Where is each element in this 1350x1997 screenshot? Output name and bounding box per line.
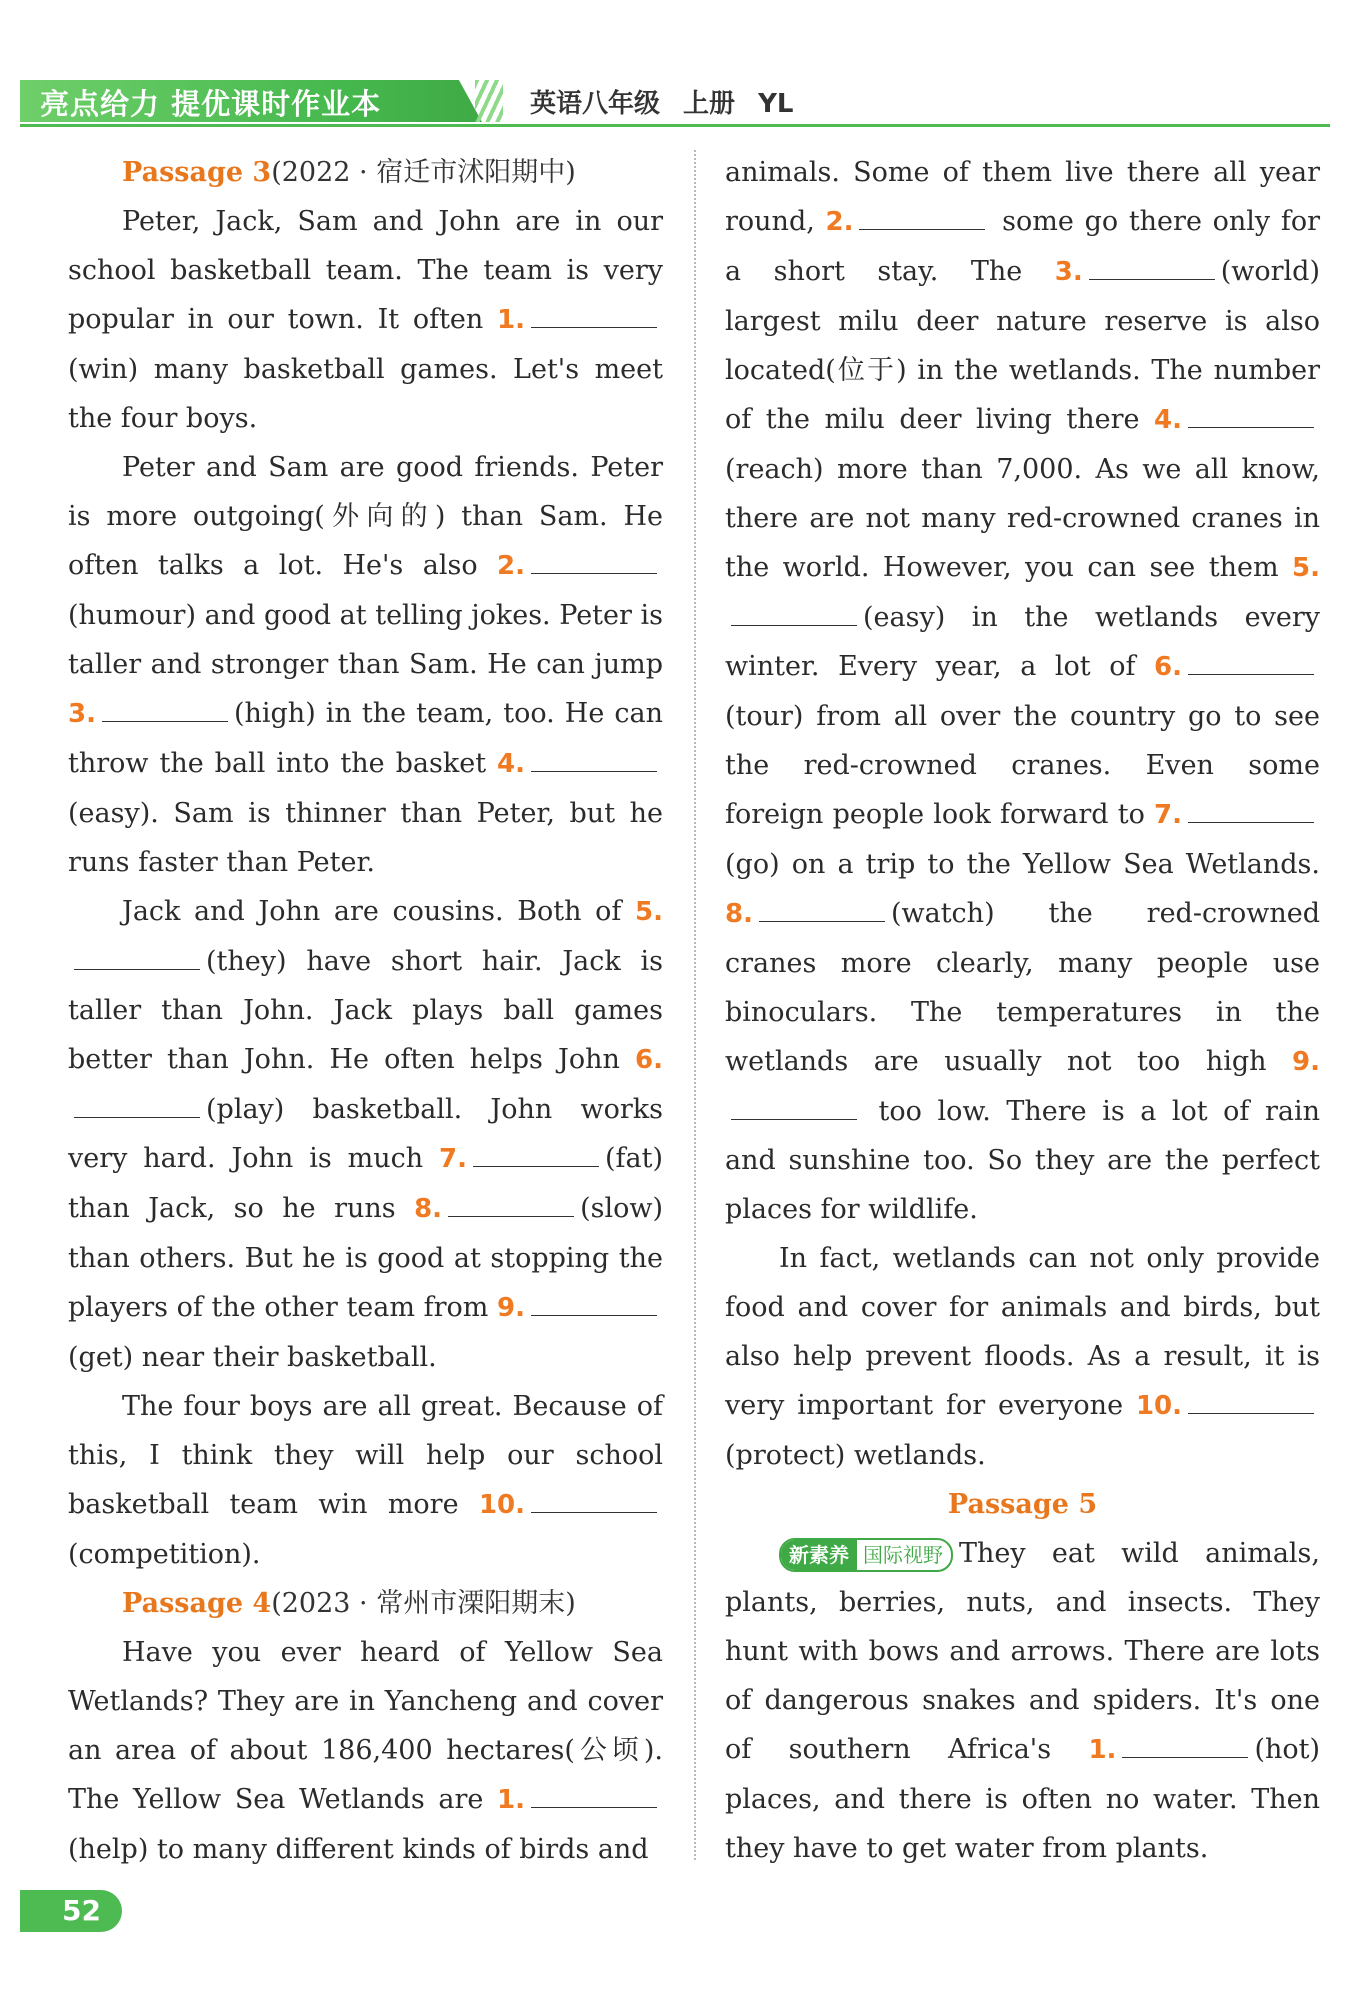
right-column	[725, 148, 1320, 1873]
passage-4-paragraph-1-start: Have you ever heard of Yellow Sea Wetlands? They are in Yancheng and cover an area of about 186,400 hectares(公顷). The Yellow Sea Wetlands are 1.(help) to many different kinds of birds and	[68, 1637, 663, 1865]
answer-blank[interactable]	[1122, 1733, 1248, 1758]
answer-blank[interactable]	[531, 549, 657, 574]
answer-blank[interactable]	[1188, 798, 1314, 823]
passage-5-title: Passage 5	[947, 1489, 1098, 1520]
answer-blank[interactable]	[531, 1291, 657, 1316]
passage-3-title: Passage 3(2022 · 宿迁市沭阳期中)	[122, 157, 576, 188]
passage-3-paragraph-3: Jack and John are cousins. Both of 5.(they) have short hair. Jack is taller than John. Jack plays ball games better than John. He often helps John 6.(play) basketball. John works very hard. John is much 7. (fat) than Jack, so he runs 8. (slow) than others. But he is good at stopping the players of the other team from 9.(get) near their basketball.	[68, 896, 663, 1373]
literacy-badge: 新素养 国际视野	[779, 1538, 953, 1572]
page-number: 52	[20, 1890, 122, 1932]
passage-3-source: (2022 · 宿迁市沭阳期中)	[271, 157, 576, 188]
passage-4-paragraph-2: In fact, wetlands can not only provide food and cover for animals and birds, but also help prevent floods. As a result, it is very important for everyone 10.(protect) wetlands.	[725, 1243, 1320, 1471]
header-subject: 英语八年级 上册 YL	[530, 89, 794, 119]
header-stripes	[475, 80, 503, 122]
answer-blank[interactable]	[759, 897, 885, 922]
answer-blank[interactable]	[531, 747, 657, 772]
passage-4-continuation-left: (help) to many different kinds of birds and	[68, 1834, 649, 1865]
header-brand: 亮点给力 提优课时作业本	[40, 87, 382, 121]
answer-blank[interactable]	[1089, 255, 1215, 280]
passage-4-paragraph-1-cont: animals. Some of them live there all year round, 2. some go there only for a short stay. The 3. (world) largest milu deer nature reserve is also located(位于) in the wetlands. The number of the milu deer living there 4.(reach) more than 7,000. As we all know, there are not many red-crowned cranes in the world. However, you can see them 5.(easy) in the wetlands every winter. Every year, a lot of 6.(tour) from all over the country go to see the red-crowned cranes. Even some foreign people look forward to 7.(go) on a trip to the Yellow Sea Wetlands. 8. (watch) the red-crowned cranes more clearly, many people use binoculars. The temperatures in the wetlands are usually not too high 9. too low. There is a lot of rain and sunshine too. So they are the perfect places for wildlife.	[725, 157, 1321, 1225]
answer-blank[interactable]	[473, 1142, 599, 1167]
answer-blank[interactable]	[1188, 650, 1314, 675]
column-divider	[694, 150, 696, 1860]
passage-3-paragraph-2: Peter and Sam are good friends. Peter is more outgoing(外向的) than Sam. He often talks a lot. He's also 2.(humour) and good at telling jokes. Peter is taller and stronger than Sam. He can jump 3. (high) in the team, too. He can throw the ball into the basket 4.(easy). Sam is thinner than Peter, but he runs faster than Peter.	[68, 452, 663, 878]
passage-5-paragraph-1: 新素养 国际视野 They eat wild animals, plants, berries, nuts, and insects. They hunt with bows and arrows. There are lots of dangerous snakes and spiders. It's one of southern Africa's 1. (hot) places, and there is often no water. Then they have to get water from plants.	[725, 1538, 1320, 1864]
passage-3-paragraph-4: The four boys are all great. Because of this, I think they will help our school basketball team win more 10.(competition).	[68, 1391, 663, 1570]
passage-3-paragraph-1: Peter, Jack, Sam and John are in our school basketball team. The team is very popular in our town. It often 1.(win) many basketball games. Let's meet the four boys.	[68, 206, 663, 434]
page-header	[20, 72, 1330, 130]
answer-blank[interactable]	[74, 1093, 200, 1118]
answer-blank[interactable]	[74, 945, 200, 970]
left-column	[68, 148, 663, 1874]
answer-blank[interactable]	[1188, 403, 1314, 428]
passage-4-source: (2023 · 常州市溧阳期末)	[271, 1588, 576, 1619]
answer-blank[interactable]	[531, 1488, 657, 1513]
passage-4-title: Passage 4(2023 · 常州市溧阳期末)	[122, 1588, 576, 1619]
header-rule	[20, 124, 1330, 127]
answer-blank[interactable]	[731, 601, 857, 626]
answer-blank[interactable]	[531, 1783, 657, 1808]
answer-blank[interactable]	[731, 1095, 857, 1120]
answer-blank[interactable]	[1188, 1389, 1314, 1414]
answer-blank[interactable]	[859, 205, 985, 230]
answer-blank[interactable]	[531, 303, 657, 328]
answer-blank[interactable]	[102, 697, 228, 722]
answer-blank[interactable]	[448, 1192, 574, 1217]
